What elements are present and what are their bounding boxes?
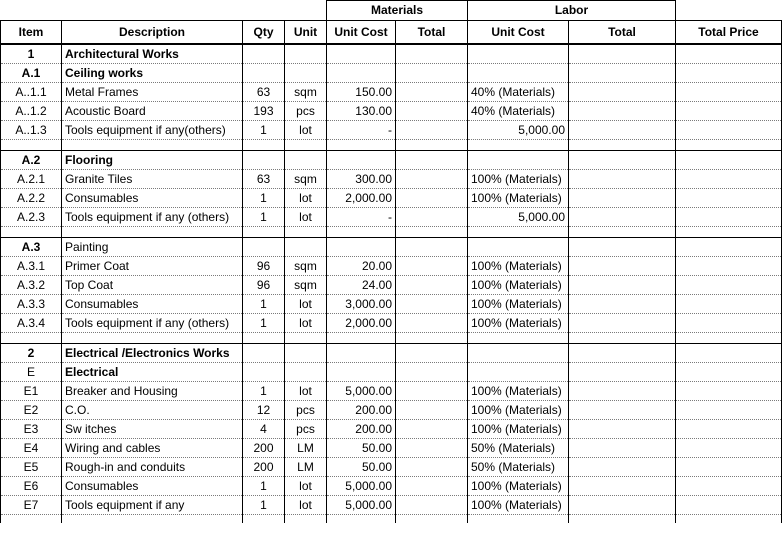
item-cell[interactable]: A..1.3 bbox=[1, 121, 62, 140]
end-row bbox=[1, 515, 782, 523]
qty-cell[interactable]: 1 bbox=[243, 295, 285, 314]
materials-unit-cost-cell[interactable]: 300.00 bbox=[327, 170, 396, 189]
description-cell[interactable]: Granite Tiles bbox=[62, 170, 243, 189]
col-header-labor-total[interactable]: Total bbox=[569, 21, 676, 45]
total-price-cell[interactable] bbox=[676, 363, 782, 382]
empty-cell[interactable] bbox=[569, 227, 676, 238]
labor-unit-cost-cell[interactable]: 100% (Materials) bbox=[468, 189, 569, 208]
item-cell[interactable]: A..1.1 bbox=[1, 83, 62, 102]
materials-unit-cost-cell[interactable]: 50.00 bbox=[327, 458, 396, 477]
group-header-row bbox=[1, 1, 782, 21]
unit-cell[interactable]: sqm bbox=[285, 276, 327, 295]
unit-cell[interactable] bbox=[285, 363, 327, 382]
unit-cell[interactable]: lot bbox=[285, 189, 327, 208]
labor-unit-cost-cell[interactable]: 100% (Materials) bbox=[468, 295, 569, 314]
labor-unit-cost-cell[interactable]: 100% (Materials) bbox=[468, 382, 569, 401]
empty-cell[interactable] bbox=[676, 333, 782, 344]
item-cell[interactable]: A.3.4 bbox=[1, 314, 62, 333]
labor-unit-cost-cell[interactable] bbox=[468, 151, 569, 170]
section-row bbox=[1, 238, 782, 257]
materials-unit-cost-cell[interactable] bbox=[327, 344, 396, 363]
labor-total-cell[interactable] bbox=[569, 458, 676, 477]
materials-total-cell[interactable] bbox=[396, 314, 468, 333]
labor-total-cell[interactable] bbox=[569, 496, 676, 515]
materials-total-cell[interactable] bbox=[396, 44, 468, 64]
labor-unit-cost-cell[interactable]: 100% (Materials) bbox=[468, 477, 569, 496]
unit-cell[interactable] bbox=[285, 44, 327, 64]
materials-total-cell[interactable] bbox=[396, 439, 468, 458]
item-cell[interactable]: E3 bbox=[1, 420, 62, 439]
materials-total-cell[interactable] bbox=[396, 102, 468, 121]
empty-cell[interactable] bbox=[396, 515, 468, 523]
table-row bbox=[1, 314, 782, 333]
labor-total-cell[interactable] bbox=[569, 83, 676, 102]
empty-cell[interactable] bbox=[396, 227, 468, 238]
qty-cell[interactable]: 1 bbox=[243, 496, 285, 515]
total-price-cell[interactable] bbox=[676, 458, 782, 477]
materials-total-cell[interactable] bbox=[396, 295, 468, 314]
materials-unit-cost-cell[interactable] bbox=[327, 151, 396, 170]
section-row bbox=[1, 344, 782, 363]
unit-cell[interactable]: LM bbox=[285, 439, 327, 458]
labor-total-cell[interactable] bbox=[569, 439, 676, 458]
table-row bbox=[1, 458, 782, 477]
labor-total-cell[interactable] bbox=[569, 363, 676, 382]
table-row bbox=[1, 257, 782, 276]
unit-cell[interactable] bbox=[285, 64, 327, 83]
labor-unit-cost-cell[interactable]: 5,000.00 bbox=[468, 208, 569, 227]
table-row bbox=[1, 382, 782, 401]
qty-cell[interactable]: 63 bbox=[243, 83, 285, 102]
labor-total-cell[interactable] bbox=[569, 170, 676, 189]
labor-unit-cost-cell[interactable]: 100% (Materials) bbox=[468, 257, 569, 276]
item-cell[interactable]: 1 bbox=[1, 44, 62, 64]
col-header-description[interactable]: Description bbox=[62, 21, 243, 45]
materials-unit-cost-cell[interactable]: 5,000.00 bbox=[327, 382, 396, 401]
item-cell[interactable]: 2 bbox=[1, 344, 62, 363]
unit-cell[interactable]: sqm bbox=[285, 257, 327, 276]
section-row bbox=[1, 151, 782, 170]
qty-cell[interactable] bbox=[243, 151, 285, 170]
materials-total-cell[interactable] bbox=[396, 363, 468, 382]
unit-cell[interactable]: pcs bbox=[285, 102, 327, 121]
description-cell[interactable]: Tools equipment if any(others) bbox=[62, 121, 243, 140]
description-cell[interactable]: Architectural Works bbox=[62, 44, 243, 64]
labor-unit-cost-cell[interactable]: 50% (Materials) bbox=[468, 439, 569, 458]
table-row bbox=[1, 208, 782, 227]
materials-unit-cost-cell[interactable] bbox=[327, 238, 396, 257]
labor-total-cell[interactable] bbox=[569, 276, 676, 295]
empty-cell[interactable] bbox=[285, 140, 327, 151]
description-cell[interactable]: Wiring and cables bbox=[62, 439, 243, 458]
qty-cell[interactable]: 63 bbox=[243, 170, 285, 189]
materials-unit-cost-cell[interactable]: 2,000.00 bbox=[327, 314, 396, 333]
total-price-cell[interactable] bbox=[676, 420, 782, 439]
empty-cell[interactable] bbox=[327, 515, 396, 523]
item-cell[interactable]: A.1 bbox=[1, 64, 62, 83]
item-cell[interactable]: E5 bbox=[1, 458, 62, 477]
spacer-row bbox=[1, 227, 782, 238]
materials-unit-cost-cell[interactable]: 200.00 bbox=[327, 401, 396, 420]
description-cell[interactable]: Acoustic Board bbox=[62, 102, 243, 121]
item-cell[interactable]: E7 bbox=[1, 496, 62, 515]
description-cell[interactable]: Electrical bbox=[62, 363, 243, 382]
total-price-cell[interactable] bbox=[676, 276, 782, 295]
qty-cell[interactable]: 1 bbox=[243, 121, 285, 140]
table-row bbox=[1, 295, 782, 314]
materials-total-cell[interactable] bbox=[396, 189, 468, 208]
qty-cell[interactable]: 1 bbox=[243, 189, 285, 208]
materials-unit-cost-cell[interactable] bbox=[327, 44, 396, 64]
labor-unit-cost-cell[interactable] bbox=[468, 64, 569, 83]
materials-unit-cost-cell[interactable]: - bbox=[327, 208, 396, 227]
description-cell[interactable]: Consumables bbox=[62, 477, 243, 496]
materials-group-header[interactable]: Materials bbox=[327, 1, 468, 21]
spacer-row bbox=[1, 140, 782, 151]
materials-total-cell[interactable] bbox=[396, 257, 468, 276]
unit-cell[interactable]: pcs bbox=[285, 401, 327, 420]
total-price-cell[interactable] bbox=[676, 64, 782, 83]
labor-unit-cost-cell[interactable]: 100% (Materials) bbox=[468, 496, 569, 515]
qty-cell[interactable]: 96 bbox=[243, 276, 285, 295]
table-row bbox=[1, 439, 782, 458]
qty-cell[interactable] bbox=[243, 64, 285, 83]
item-cell[interactable]: E2 bbox=[1, 401, 62, 420]
labor-unit-cost-cell[interactable] bbox=[468, 344, 569, 363]
total-price-cell[interactable] bbox=[676, 382, 782, 401]
materials-total-cell[interactable] bbox=[396, 420, 468, 439]
empty-cell[interactable] bbox=[243, 140, 285, 151]
labor-total-cell[interactable] bbox=[569, 64, 676, 83]
empty-cell[interactable] bbox=[676, 515, 782, 523]
item-cell[interactable]: A.2 bbox=[1, 151, 62, 170]
empty-cell[interactable] bbox=[62, 227, 243, 238]
qty-cell[interactable]: 1 bbox=[243, 382, 285, 401]
unit-cell[interactable]: sqm bbox=[285, 170, 327, 189]
labor-unit-cost-cell[interactable]: 100% (Materials) bbox=[468, 420, 569, 439]
materials-unit-cost-cell[interactable]: - bbox=[327, 121, 396, 140]
materials-total-cell[interactable] bbox=[396, 477, 468, 496]
unit-cell[interactable]: LM bbox=[285, 458, 327, 477]
empty-cell[interactable] bbox=[285, 227, 327, 238]
labor-total-cell[interactable] bbox=[569, 44, 676, 64]
qty-cell[interactable]: 200 bbox=[243, 458, 285, 477]
materials-total-cell[interactable] bbox=[396, 496, 468, 515]
labor-unit-cost-cell[interactable]: 40% (Materials) bbox=[468, 102, 569, 121]
total-price-cell[interactable] bbox=[676, 83, 782, 102]
column-header-row bbox=[1, 21, 782, 45]
item-cell[interactable]: E6 bbox=[1, 477, 62, 496]
qty-cell[interactable]: 200 bbox=[243, 439, 285, 458]
materials-unit-cost-cell[interactable] bbox=[327, 64, 396, 83]
labor-unit-cost-cell[interactable]: 5,000.00 bbox=[468, 121, 569, 140]
table-row bbox=[1, 83, 782, 102]
table-row bbox=[1, 496, 782, 515]
description-cell[interactable]: Consumables bbox=[62, 295, 243, 314]
col-header-qty[interactable]: Qty bbox=[243, 21, 285, 45]
labor-total-cell[interactable] bbox=[569, 121, 676, 140]
item-cell[interactable]: A.3.3 bbox=[1, 295, 62, 314]
total-price-cell[interactable] bbox=[676, 151, 782, 170]
materials-total-cell[interactable] bbox=[396, 151, 468, 170]
materials-unit-cost-cell[interactable] bbox=[327, 363, 396, 382]
item-cell[interactable]: A.3.1 bbox=[1, 257, 62, 276]
description-cell[interactable]: Tools equipment if any (others) bbox=[62, 208, 243, 227]
description-cell[interactable]: C.O. bbox=[62, 401, 243, 420]
table-row bbox=[1, 121, 782, 140]
materials-unit-cost-cell[interactable]: 150.00 bbox=[327, 83, 396, 102]
empty-cell[interactable] bbox=[327, 333, 396, 344]
total-price-cell[interactable] bbox=[676, 208, 782, 227]
item-cell[interactable]: E1 bbox=[1, 382, 62, 401]
labor-unit-cost-cell[interactable]: 100% (Materials) bbox=[468, 276, 569, 295]
total-price-cell[interactable] bbox=[676, 295, 782, 314]
description-cell[interactable]: Painting bbox=[62, 238, 243, 257]
empty-cell[interactable] bbox=[676, 227, 782, 238]
unit-cell[interactable]: lot bbox=[285, 295, 327, 314]
section-row bbox=[1, 363, 782, 382]
empty-cell[interactable] bbox=[62, 140, 243, 151]
col-header-item[interactable]: Item bbox=[1, 21, 62, 45]
empty-cell[interactable] bbox=[396, 140, 468, 151]
materials-unit-cost-cell[interactable]: 5,000.00 bbox=[327, 477, 396, 496]
spacer-row bbox=[1, 333, 782, 344]
materials-unit-cost-cell[interactable]: 3,000.00 bbox=[327, 295, 396, 314]
total-price-cell[interactable] bbox=[676, 102, 782, 121]
empty-cell[interactable] bbox=[327, 140, 396, 151]
unit-cell[interactable] bbox=[285, 344, 327, 363]
qty-cell[interactable]: 1 bbox=[243, 208, 285, 227]
empty-cell[interactable] bbox=[396, 333, 468, 344]
labor-unit-cost-cell[interactable]: 100% (Materials) bbox=[468, 401, 569, 420]
materials-unit-cost-cell[interactable]: 130.00 bbox=[327, 102, 396, 121]
empty-cell[interactable] bbox=[243, 227, 285, 238]
empty-cell[interactable] bbox=[62, 515, 243, 523]
labor-total-cell[interactable] bbox=[569, 477, 676, 496]
materials-total-cell[interactable] bbox=[396, 276, 468, 295]
empty-cell[interactable] bbox=[468, 227, 569, 238]
table-row bbox=[1, 102, 782, 121]
item-cell[interactable]: A.3 bbox=[1, 238, 62, 257]
col-header-unit[interactable]: Unit bbox=[285, 21, 327, 45]
col-header-total-price[interactable]: Total Price bbox=[676, 21, 782, 45]
labor-total-cell[interactable] bbox=[569, 208, 676, 227]
col-header-materials-total[interactable]: Total bbox=[396, 21, 468, 45]
total-price-cell[interactable] bbox=[676, 401, 782, 420]
total-price-cell[interactable] bbox=[676, 170, 782, 189]
materials-unit-cost-cell[interactable]: 50.00 bbox=[327, 439, 396, 458]
table-body bbox=[1, 44, 782, 523]
labor-unit-cost-cell[interactable] bbox=[468, 238, 569, 257]
labor-total-cell[interactable] bbox=[569, 102, 676, 121]
materials-total-cell[interactable] bbox=[396, 83, 468, 102]
qty-cell[interactable]: 12 bbox=[243, 401, 285, 420]
labor-total-cell[interactable] bbox=[569, 314, 676, 333]
labor-total-cell[interactable] bbox=[569, 257, 676, 276]
materials-total-cell[interactable] bbox=[396, 382, 468, 401]
materials-unit-cost-cell[interactable]: 5,000.00 bbox=[327, 496, 396, 515]
labor-total-cell[interactable] bbox=[569, 238, 676, 257]
labor-total-cell[interactable] bbox=[569, 344, 676, 363]
labor-total-cell[interactable] bbox=[569, 401, 676, 420]
materials-total-cell[interactable] bbox=[396, 238, 468, 257]
qty-cell[interactable]: 4 bbox=[243, 420, 285, 439]
empty-cell[interactable] bbox=[569, 515, 676, 523]
empty-cell[interactable] bbox=[569, 140, 676, 151]
labor-total-cell[interactable] bbox=[569, 382, 676, 401]
table-row bbox=[1, 189, 782, 208]
labor-group-header[interactable]: Labor bbox=[468, 1, 676, 21]
qty-cell[interactable]: 1 bbox=[243, 477, 285, 496]
empty-cell[interactable] bbox=[468, 140, 569, 151]
qty-cell[interactable] bbox=[243, 363, 285, 382]
empty-cell[interactable] bbox=[676, 140, 782, 151]
qty-cell[interactable] bbox=[243, 344, 285, 363]
description-cell[interactable]: Breaker and Housing bbox=[62, 382, 243, 401]
qty-cell[interactable] bbox=[243, 44, 285, 64]
empty-cell[interactable] bbox=[1, 333, 62, 344]
materials-total-cell[interactable] bbox=[396, 208, 468, 227]
unit-cell[interactable]: lot bbox=[285, 382, 327, 401]
qty-cell[interactable]: 1 bbox=[243, 314, 285, 333]
materials-total-cell[interactable] bbox=[396, 64, 468, 83]
total-price-cell[interactable] bbox=[676, 189, 782, 208]
unit-cell[interactable]: lot bbox=[285, 314, 327, 333]
description-cell[interactable]: Flooring bbox=[62, 151, 243, 170]
unit-cell[interactable] bbox=[285, 151, 327, 170]
table-row bbox=[1, 420, 782, 439]
materials-unit-cost-cell[interactable]: 2,000.00 bbox=[327, 189, 396, 208]
labor-unit-cost-cell[interactable]: 100% (Materials) bbox=[468, 170, 569, 189]
materials-total-cell[interactable] bbox=[396, 401, 468, 420]
section-row bbox=[1, 44, 782, 64]
empty-cell[interactable] bbox=[285, 333, 327, 344]
qty-cell[interactable]: 96 bbox=[243, 257, 285, 276]
unit-cell[interactable]: lot bbox=[285, 477, 327, 496]
empty-cell[interactable] bbox=[327, 227, 396, 238]
labor-unit-cost-cell[interactable]: 50% (Materials) bbox=[468, 458, 569, 477]
total-price-cell[interactable] bbox=[676, 439, 782, 458]
materials-total-cell[interactable] bbox=[396, 170, 468, 189]
empty-cell[interactable] bbox=[1, 227, 62, 238]
col-header-materials-unit-cost[interactable]: Unit Cost bbox=[327, 21, 396, 45]
total-price-cell[interactable] bbox=[676, 496, 782, 515]
description-cell[interactable]: Tools equipment if any bbox=[62, 496, 243, 515]
materials-unit-cost-cell[interactable]: 20.00 bbox=[327, 257, 396, 276]
item-cell[interactable]: A.3.2 bbox=[1, 276, 62, 295]
empty-cell[interactable] bbox=[1, 515, 62, 523]
description-cell[interactable]: Ceiling works bbox=[62, 64, 243, 83]
labor-total-cell[interactable] bbox=[569, 189, 676, 208]
labor-total-cell[interactable] bbox=[569, 151, 676, 170]
table-row bbox=[1, 276, 782, 295]
empty-cell[interactable] bbox=[285, 515, 327, 523]
unit-cell[interactable]: lot bbox=[285, 496, 327, 515]
item-cell[interactable]: A..1.2 bbox=[1, 102, 62, 121]
labor-unit-cost-cell[interactable]: 40% (Materials) bbox=[468, 83, 569, 102]
section-row bbox=[1, 64, 782, 83]
description-cell[interactable]: Top Coat bbox=[62, 276, 243, 295]
description-cell[interactable]: Consumables bbox=[62, 189, 243, 208]
description-cell[interactable]: Metal Frames bbox=[62, 83, 243, 102]
item-cell[interactable]: A.2.3 bbox=[1, 208, 62, 227]
item-cell[interactable]: A.2.2 bbox=[1, 189, 62, 208]
description-cell[interactable]: Tools equipment if any (others) bbox=[62, 314, 243, 333]
labor-unit-cost-cell[interactable] bbox=[468, 363, 569, 382]
empty-cell[interactable] bbox=[468, 515, 569, 523]
unit-cell[interactable]: lot bbox=[285, 121, 327, 140]
description-cell[interactable]: Rough-in and conduits bbox=[62, 458, 243, 477]
total-price-cell[interactable] bbox=[676, 44, 782, 64]
materials-total-cell[interactable] bbox=[396, 121, 468, 140]
labor-total-cell[interactable] bbox=[569, 295, 676, 314]
table-row bbox=[1, 477, 782, 496]
item-cell[interactable]: E4 bbox=[1, 439, 62, 458]
empty-cell[interactable] bbox=[468, 333, 569, 344]
description-cell[interactable]: Electrical /Electronics Works bbox=[62, 344, 243, 363]
labor-unit-cost-cell[interactable]: 100% (Materials) bbox=[468, 314, 569, 333]
materials-total-cell[interactable] bbox=[396, 458, 468, 477]
col-header-labor-unit-cost[interactable]: Unit Cost bbox=[468, 21, 569, 45]
total-price-cell[interactable] bbox=[676, 477, 782, 496]
item-cell[interactable]: A.2.1 bbox=[1, 170, 62, 189]
empty-cell[interactable] bbox=[243, 333, 285, 344]
empty-cell[interactable] bbox=[243, 515, 285, 523]
item-cell[interactable]: E bbox=[1, 363, 62, 382]
total-price-cell[interactable] bbox=[676, 238, 782, 257]
qty-cell[interactable] bbox=[243, 238, 285, 257]
unit-cell[interactable]: lot bbox=[285, 208, 327, 227]
unit-cell[interactable]: pcs bbox=[285, 420, 327, 439]
total-price-cell[interactable] bbox=[676, 314, 782, 333]
total-price-cell[interactable] bbox=[676, 121, 782, 140]
labor-unit-cost-cell[interactable] bbox=[468, 44, 569, 64]
labor-total-cell[interactable] bbox=[569, 420, 676, 439]
total-price-cell[interactable] bbox=[676, 257, 782, 276]
table-row bbox=[1, 170, 782, 189]
materials-unit-cost-cell[interactable]: 200.00 bbox=[327, 420, 396, 439]
materials-unit-cost-cell[interactable]: 24.00 bbox=[327, 276, 396, 295]
description-cell[interactable]: Primer Coat bbox=[62, 257, 243, 276]
description-cell[interactable]: Sw itches bbox=[62, 420, 243, 439]
unit-cell[interactable]: sqm bbox=[285, 83, 327, 102]
materials-total-cell[interactable] bbox=[396, 344, 468, 363]
empty-cell[interactable] bbox=[1, 140, 62, 151]
qty-cell[interactable]: 193 bbox=[243, 102, 285, 121]
empty-cell[interactable] bbox=[62, 333, 243, 344]
unit-cell[interactable] bbox=[285, 238, 327, 257]
total-price-cell[interactable] bbox=[676, 344, 782, 363]
table-row bbox=[1, 401, 782, 420]
empty-cell[interactable] bbox=[569, 333, 676, 344]
